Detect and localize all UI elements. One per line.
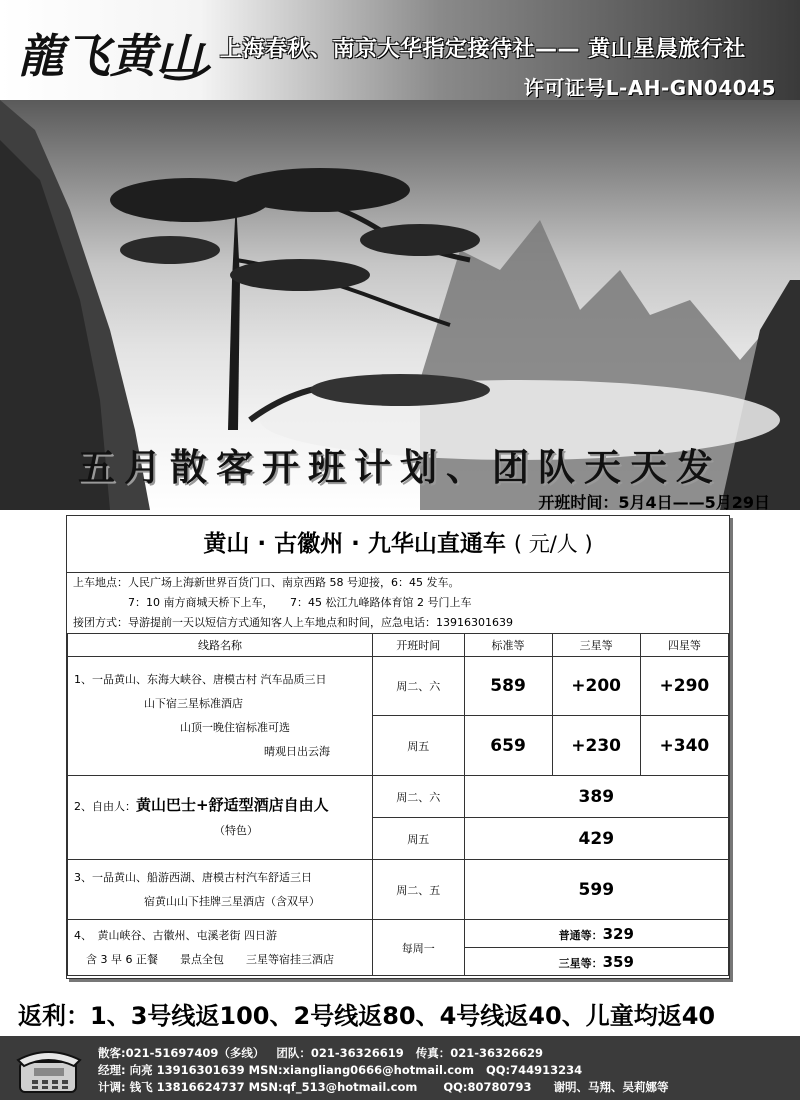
route-1-standard-price: 659 [464,716,552,776]
manager-contact: 经理: 向亮 13916301639 MSN:xiangliang0666@hotmail.com [98,1063,474,1077]
route-1-time: 周二、六 [373,657,465,716]
retail-phone: 散客:021-51697409（多线） [98,1046,265,1060]
price-unit: ( 元/人 ) [513,532,593,556]
card-title-text: 黄山 · 古徽州 · 九华山直通车 [203,531,506,557]
route-2-name [68,776,373,860]
route-4-tier [464,948,728,976]
route-1-time: 周五 [373,716,465,776]
route-1-four-star-price: +340 [640,716,728,776]
agency-title: 上海春秋、南京大华指定接待社—— 黄山星晨旅行社 [220,37,746,62]
route-4-time: 每周一 [373,920,465,976]
header-route-name: 线路名称 [68,634,373,657]
route-2-time: 周二、六 [373,776,465,818]
header-schedule: 开班时间 [373,634,465,657]
may-plan-slogan: 五月散客开班计划、团队天天发 [78,445,722,489]
route-4-tier-label: 普通等： [558,928,603,942]
route-1-line: 晴观日出云海 [264,745,330,758]
header-four-star: 四星等 [640,634,728,657]
route-1-three-star-price: +200 [552,657,640,716]
card-title [67,516,729,572]
pickup-line-3: 接团方式：导游提前一天以短信方式通知客人上车地点和时间，应急电话：13916301639 [73,616,513,629]
pickup-line-2: 7：10 南方商城天桥下上车， 7：45 松江九峰路体育馆 2 号门上车 [73,596,472,609]
route-4-tier [464,920,728,948]
route-2-prefix: 2、自由人： [74,799,136,813]
route-1-three-star-price: +230 [552,716,640,776]
route-4-tier-price: 329 [602,924,634,943]
route-2-title: 黄山巴士+舒适型酒店自由人 [136,795,329,814]
route-2-price: 429 [464,818,728,860]
planner-qq: QQ:80780793 [443,1080,532,1094]
planner-contact: 计调: 钱飞 13816624737 MSN:qf_513@hotmail.com [98,1080,418,1094]
fax-number: 传真：021-36326629 [415,1046,544,1060]
route-3-price: 599 [464,860,728,920]
route-1-line: 1、一品黄山、东海大峡谷、唐模古村 汽车品质三日 [74,673,327,686]
table-row [68,776,729,818]
group-phone: 团队：021-36326619 [276,1046,404,1060]
route-3-name [68,860,373,920]
schedule-dates: 开班时间：5月4日——5月29日 [538,493,770,512]
pickup-info [67,572,729,633]
table-row [68,920,729,948]
route-1-line: 山下宿三星标准酒店 [144,697,243,710]
route-4-tier-price: 359 [602,952,634,971]
phone-icon [14,1040,84,1096]
license-number: 许可证号L-AH-GN04045 [523,76,776,100]
table-row [68,860,729,920]
route-3-line: 3、一品黄山、船游西湖、唐模古村汽车舒适三日 [74,870,312,884]
logo-calligraphy: 龍飞黄山 [18,29,202,83]
route-1-name [68,657,373,776]
pickup-line-1: 上车地点：人民广场上海新世界百货门口、南京西路 58 号迎接，6：45 发车。 [73,576,460,589]
route-4-name [68,920,373,976]
route-table [67,633,729,976]
header-banner [0,0,800,100]
route-1-line: 山顶一晚住宿标准可选 [180,721,290,734]
route-3-line: 宿黄山山下挂牌三星酒店（含双早） [144,894,320,908]
route-2-note: （特色） [214,823,258,837]
route-1-standard-price: 589 [464,657,552,716]
table-row [68,657,729,716]
contact-line-2 [98,1062,590,1078]
contact-line-1 [98,1045,551,1061]
route-2-time: 周五 [373,818,465,860]
route-3-time: 周二、五 [373,860,465,920]
contact-footer [0,1036,800,1100]
route-2-price: 389 [464,776,728,818]
route-1-four-star-price: +290 [640,657,728,716]
rebate-text: 返利：1、3号线返100、2号线返80、4号线返40、儿童均返40 [18,1002,716,1030]
logo [14,14,214,94]
route-4-line: 4、 黄山峡谷、古徽州、屯溪老街 四日游 [74,928,277,942]
route-4-tier-label: 三星等： [558,956,603,970]
contact-line-3 [98,1079,677,1095]
route-4-line: 含 3 早 6 正餐 景点全包 三星等宿挂三酒店 [86,952,334,966]
staff-names: 谢明、马翔、吴莉娜等 [553,1080,669,1094]
route-price-card [66,515,730,979]
header-standard: 标准等 [464,634,552,657]
table-header-row [68,634,729,657]
manager-qq: QQ:744913234 [485,1063,583,1077]
header-three-star: 三星等 [552,634,640,657]
